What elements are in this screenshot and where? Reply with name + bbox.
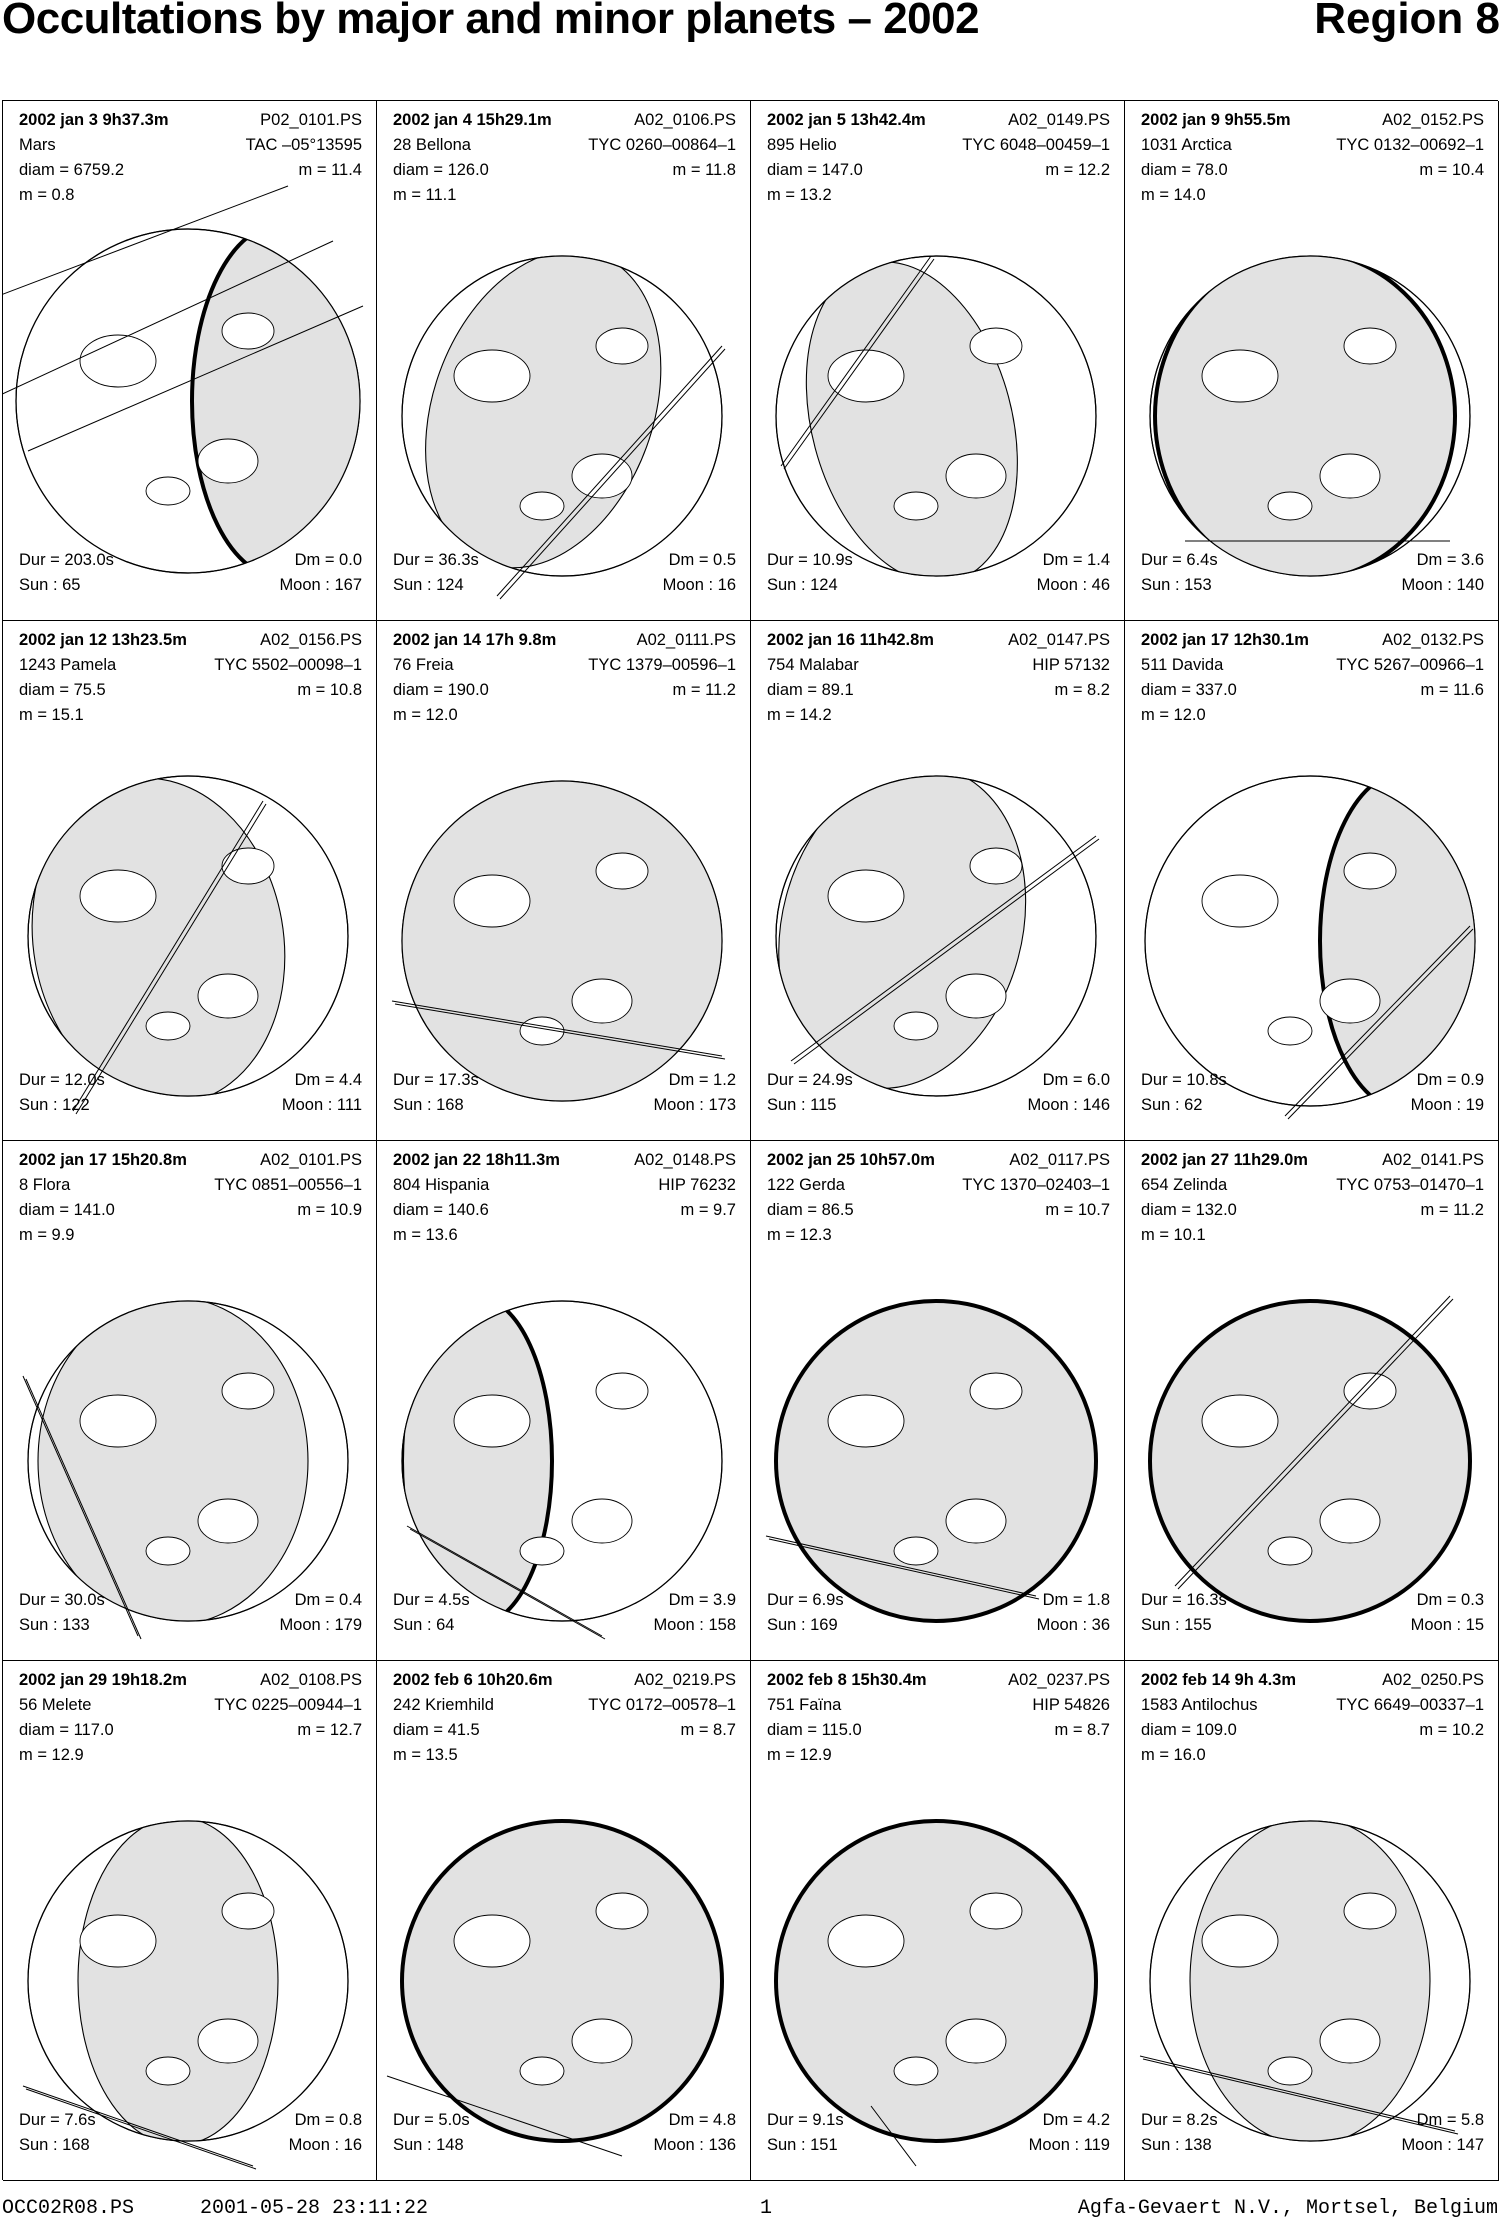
panel-duration: Dur = 8.2s bbox=[1141, 2111, 1218, 2129]
panel-diameter: diam = 75.5 bbox=[19, 681, 106, 699]
panel-file: A02_0117.PS bbox=[1009, 1151, 1110, 1169]
panel-sun-elongation: Sun : 169 bbox=[767, 1616, 838, 1634]
panel-object: 56 Melete bbox=[19, 1696, 92, 1714]
panel-star-magnitude: m = 12.7 bbox=[297, 1721, 362, 1739]
panel-file: A02_0101.PS bbox=[260, 1151, 362, 1169]
panel-diameter: diam = 86.5 bbox=[767, 1201, 854, 1219]
panel-file: A02_0156.PS bbox=[260, 631, 362, 649]
panel-object: 1583 Antilochus bbox=[1141, 1696, 1258, 1714]
panel-datetime: 2002 jan 12 13h23.5m bbox=[19, 631, 187, 649]
panel-datetime: 2002 feb 14 9h 4.3m bbox=[1141, 1671, 1297, 1689]
panel-star: TYC 6048–00459–1 bbox=[962, 136, 1110, 154]
panel-magnitude-drop: Dm = 0.0 bbox=[294, 551, 362, 569]
panel-star-magnitude: m = 10.9 bbox=[297, 1201, 362, 1219]
panel-file: A02_0132.PS bbox=[1382, 631, 1484, 649]
occultation-panel bbox=[1125, 101, 1499, 621]
panel-object-magnitude: m = 14.2 bbox=[767, 706, 832, 724]
panel-moon-elongation: Moon : 36 bbox=[1036, 1616, 1110, 1634]
panel-moon-elongation: Moon : 147 bbox=[1401, 2136, 1484, 2154]
panel-duration: Dur = 16.3s bbox=[1141, 1591, 1227, 1609]
panel-magnitude-drop: Dm = 3.6 bbox=[1416, 551, 1484, 569]
panel-star: HIP 76232 bbox=[658, 1176, 736, 1194]
panel-object: 511 Davida bbox=[1141, 656, 1224, 674]
panel-object: 28 Bellona bbox=[393, 136, 471, 154]
panel-object: 242 Kriemhild bbox=[393, 1696, 494, 1714]
page-title: Occultations by major and minor planets – 2002 bbox=[2, 0, 980, 43]
panel-star: TYC 6649–00337–1 bbox=[1336, 1696, 1484, 1714]
panel-diameter: diam = 141.0 bbox=[19, 1201, 115, 1219]
panel-file: A02_0237.PS bbox=[1008, 1671, 1110, 1689]
panel-star: TYC 0753–01470–1 bbox=[1336, 1176, 1484, 1194]
panel-magnitude-drop: Dm = 1.4 bbox=[1042, 551, 1110, 569]
panel-object: 751 Faïna bbox=[767, 1696, 842, 1714]
panel-star-magnitude: m = 10.2 bbox=[1419, 1721, 1484, 1739]
occultation-panel bbox=[377, 621, 751, 1141]
panel-diameter: diam = 109.0 bbox=[1141, 1721, 1237, 1739]
panel-duration: Dur = 4.5s bbox=[393, 1591, 470, 1609]
panel-object-magnitude: m = 12.0 bbox=[393, 706, 458, 724]
panel-duration: Dur = 6.9s bbox=[767, 1591, 844, 1609]
panel-file: A02_0152.PS bbox=[1382, 111, 1484, 129]
occultation-panel bbox=[751, 101, 1125, 621]
panel-moon-elongation: Moon : 173 bbox=[653, 1096, 736, 1114]
panel-file: A02_0219.PS bbox=[634, 1671, 736, 1689]
panel-duration: Dur = 30.0s bbox=[19, 1591, 105, 1609]
panel-object: 122 Gerda bbox=[767, 1176, 845, 1194]
panel-sun-elongation: Sun : 153 bbox=[1141, 576, 1212, 594]
panel-datetime: 2002 jan 5 13h42.4m bbox=[767, 111, 926, 129]
panel-magnitude-drop: Dm = 0.8 bbox=[294, 2111, 362, 2129]
panel-moon-elongation: Moon : 16 bbox=[288, 2136, 362, 2154]
occultation-panel bbox=[377, 1661, 751, 2181]
occultation-panel bbox=[377, 101, 751, 621]
panel-star: TYC 0260–00864–1 bbox=[588, 136, 736, 154]
region-label: Region 8 bbox=[1314, 0, 1500, 43]
panel-datetime: 2002 jan 3 9h37.3m bbox=[19, 111, 169, 129]
panel-star: TYC 0132–00692–1 bbox=[1336, 136, 1484, 154]
panel-moon-elongation: Moon : 119 bbox=[1028, 2136, 1110, 2154]
panel-sun-elongation: Sun : 124 bbox=[767, 576, 838, 594]
panel-star: TAC –05°13595 bbox=[245, 136, 362, 154]
panel-sun-elongation: Sun : 62 bbox=[1141, 1096, 1203, 1114]
panel-moon-elongation: Moon : 19 bbox=[1410, 1096, 1484, 1114]
panel-moon-elongation: Moon : 167 bbox=[279, 576, 362, 594]
occultation-panel bbox=[1125, 1661, 1499, 2181]
panel-magnitude-drop: Dm = 5.8 bbox=[1416, 2111, 1484, 2129]
panel-object: 895 Helio bbox=[767, 136, 837, 154]
footer-file: OCC02R08.PS bbox=[2, 2197, 135, 2220]
panel-star-magnitude: m = 11.8 bbox=[672, 161, 736, 179]
panel-duration: Dur = 10.9s bbox=[767, 551, 853, 569]
panel-duration: Dur = 7.6s bbox=[19, 2111, 96, 2129]
panel-star: HIP 57132 bbox=[1032, 656, 1110, 674]
panel-star: TYC 5502–00098–1 bbox=[214, 656, 362, 674]
panel-star-magnitude: m = 11.2 bbox=[672, 681, 736, 699]
panel-file: P02_0101.PS bbox=[260, 111, 362, 129]
panel-sun-elongation: Sun : 65 bbox=[19, 576, 81, 594]
panel-file: A02_0149.PS bbox=[1008, 111, 1110, 129]
panel-magnitude-drop: Dm = 3.9 bbox=[668, 1591, 736, 1609]
panel-duration: Dur = 203.0s bbox=[19, 551, 114, 569]
panel-moon-elongation: Moon : 16 bbox=[662, 576, 736, 594]
panel-star-magnitude: m = 10.4 bbox=[1419, 161, 1484, 179]
panel-diameter: diam = 6759.2 bbox=[19, 161, 125, 179]
panel-star-magnitude: m = 8.2 bbox=[1054, 681, 1110, 699]
panel-object-magnitude: m = 12.9 bbox=[767, 1746, 832, 1764]
panel-star: HIP 54826 bbox=[1032, 1696, 1110, 1714]
panel-moon-elongation: Moon : 15 bbox=[1410, 1616, 1484, 1634]
occultation-panel bbox=[3, 1661, 377, 2181]
panel-star-magnitude: m = 10.8 bbox=[297, 681, 362, 699]
panel-object: 654 Zelinda bbox=[1141, 1176, 1228, 1194]
panel-magnitude-drop: Dm = 0.3 bbox=[1416, 1591, 1484, 1609]
panel-magnitude-drop: Dm = 4.4 bbox=[294, 1071, 362, 1089]
panel-datetime: 2002 jan 9 9h55.5m bbox=[1141, 111, 1291, 129]
panel-object-magnitude: m = 9.9 bbox=[19, 1226, 75, 1244]
panel-object: 76 Freia bbox=[393, 656, 454, 674]
panel-object: 1243 Pamela bbox=[19, 656, 117, 674]
panel-sun-elongation: Sun : 148 bbox=[393, 2136, 464, 2154]
panel-diameter: diam = 126.0 bbox=[393, 161, 489, 179]
panel-duration: Dur = 10.8s bbox=[1141, 1071, 1227, 1089]
panel-sun-elongation: Sun : 151 bbox=[767, 2136, 838, 2154]
panel-star-magnitude: m = 10.7 bbox=[1045, 1201, 1110, 1219]
panel-diameter: diam = 140.6 bbox=[393, 1201, 489, 1219]
panel-object-magnitude: m = 12.3 bbox=[767, 1226, 832, 1244]
occultation-panel bbox=[3, 1141, 377, 1661]
panel-file: A02_0141.PS bbox=[1382, 1151, 1484, 1169]
panel-sun-elongation: Sun : 124 bbox=[393, 576, 464, 594]
panel-star-magnitude: m = 11.6 bbox=[1420, 681, 1484, 699]
panel-diameter: diam = 78.0 bbox=[1141, 161, 1228, 179]
footer-datetime: 2001-05-28 23:11:22 bbox=[200, 2197, 429, 2220]
footer-page-number: 1 bbox=[760, 2197, 773, 2220]
panel-object-magnitude: m = 12.0 bbox=[1141, 706, 1206, 724]
occultation-panel bbox=[751, 1661, 1125, 2181]
panel-object-magnitude: m = 14.0 bbox=[1141, 186, 1206, 204]
panel-magnitude-drop: Dm = 1.2 bbox=[668, 1071, 736, 1089]
panel-object-magnitude: m = 10.1 bbox=[1141, 1226, 1206, 1244]
panel-diameter: diam = 89.1 bbox=[767, 681, 854, 699]
panel-star: TYC 1370–02403–1 bbox=[962, 1176, 1110, 1194]
panel-moon-elongation: Moon : 136 bbox=[653, 2136, 736, 2154]
panel-moon-elongation: Moon : 46 bbox=[1036, 576, 1110, 594]
panel-star-magnitude: m = 9.7 bbox=[680, 1201, 736, 1219]
occultation-panel bbox=[751, 621, 1125, 1141]
panel-object-magnitude: m = 13.5 bbox=[393, 1746, 458, 1764]
panel-diameter: diam = 147.0 bbox=[767, 161, 863, 179]
panel-datetime: 2002 feb 8 15h30.4m bbox=[767, 1671, 927, 1689]
panel-duration: Dur = 12.0s bbox=[19, 1071, 105, 1089]
panel-star-magnitude: m = 8.7 bbox=[1054, 1721, 1110, 1739]
panel-magnitude-drop: Dm = 0.5 bbox=[668, 551, 736, 569]
panel-datetime: 2002 jan 29 19h18.2m bbox=[19, 1671, 187, 1689]
panel-sun-elongation: Sun : 168 bbox=[19, 2136, 90, 2154]
panel-diameter: diam = 337.0 bbox=[1141, 681, 1237, 699]
panel-datetime: 2002 jan 27 11h29.0m bbox=[1141, 1151, 1308, 1169]
occultation-panel bbox=[3, 621, 377, 1141]
panel-duration: Dur = 17.3s bbox=[393, 1071, 479, 1089]
panel-sun-elongation: Sun : 122 bbox=[19, 1096, 90, 1114]
panel-file: A02_0106.PS bbox=[634, 111, 736, 129]
panel-file: A02_0148.PS bbox=[634, 1151, 736, 1169]
panel-sun-elongation: Sun : 64 bbox=[393, 1616, 455, 1634]
panel-magnitude-drop: Dm = 0.9 bbox=[1416, 1071, 1484, 1089]
occultation-panel bbox=[377, 1141, 751, 1661]
occultation-panel bbox=[3, 101, 377, 621]
panel-object-magnitude: m = 12.9 bbox=[19, 1746, 84, 1764]
panel-duration: Dur = 6.4s bbox=[1141, 551, 1218, 569]
panel-star-magnitude: m = 11.4 bbox=[298, 161, 362, 179]
panel-star: TYC 0172–00578–1 bbox=[588, 1696, 736, 1714]
panel-datetime: 2002 feb 6 10h20.6m bbox=[393, 1671, 553, 1689]
footer-company: Agfa-Gevaert N.V., Mortsel, Belgium bbox=[1077, 2197, 1498, 2220]
panel-object-magnitude: m = 13.6 bbox=[393, 1226, 458, 1244]
panel-datetime: 2002 jan 16 11h42.8m bbox=[767, 631, 934, 649]
panel-diameter: diam = 132.0 bbox=[1141, 1201, 1237, 1219]
panel-object: Mars bbox=[19, 136, 56, 154]
panel-magnitude-drop: Dm = 1.8 bbox=[1042, 1591, 1110, 1609]
occultation-grid bbox=[2, 100, 1498, 2180]
panel-object: 754 Malabar bbox=[767, 656, 859, 674]
panel-object: 804 Hispania bbox=[393, 1176, 490, 1194]
panel-object-magnitude: m = 0.8 bbox=[19, 186, 75, 204]
panel-datetime: 2002 jan 14 17h 9.8m bbox=[393, 631, 557, 649]
panel-star-magnitude: m = 8.7 bbox=[680, 1721, 736, 1739]
panel-moon-elongation: Moon : 146 bbox=[1027, 1096, 1110, 1114]
panel-diameter: diam = 117.0 bbox=[19, 1721, 114, 1739]
panel-diameter: diam = 115.0 bbox=[767, 1721, 862, 1739]
panel-object-magnitude: m = 13.2 bbox=[767, 186, 832, 204]
panel-object-magnitude: m = 11.1 bbox=[393, 186, 457, 204]
panel-datetime: 2002 jan 17 15h20.8m bbox=[19, 1151, 187, 1169]
panel-star: TYC 0851–00556–1 bbox=[214, 1176, 362, 1194]
panel-datetime: 2002 jan 25 10h57.0m bbox=[767, 1151, 935, 1169]
panel-object-magnitude: m = 15.1 bbox=[19, 706, 84, 724]
panel-sun-elongation: Sun : 115 bbox=[767, 1096, 837, 1114]
panel-object: 1031 Arctica bbox=[1141, 136, 1232, 154]
panel-diameter: diam = 190.0 bbox=[393, 681, 489, 699]
panel-magnitude-drop: Dm = 4.8 bbox=[668, 2111, 736, 2129]
panel-file: A02_0111.PS bbox=[636, 631, 736, 649]
panel-duration: Dur = 9.1s bbox=[767, 2111, 844, 2129]
occultation-panel bbox=[1125, 621, 1499, 1141]
panel-duration: Dur = 24.9s bbox=[767, 1071, 853, 1089]
panel-star: TYC 1379–00596–1 bbox=[588, 656, 736, 674]
panel-diameter: diam = 41.5 bbox=[393, 1721, 480, 1739]
occultation-panel bbox=[751, 1141, 1125, 1661]
panel-file: A02_0147.PS bbox=[1008, 631, 1110, 649]
panel-sun-elongation: Sun : 168 bbox=[393, 1096, 464, 1114]
panel-file: A02_0250.PS bbox=[1382, 1671, 1484, 1689]
panel-star: TYC 0225–00944–1 bbox=[214, 1696, 362, 1714]
panel-object: 8 Flora bbox=[19, 1176, 71, 1194]
occultation-panel bbox=[1125, 1141, 1499, 1661]
panel-sun-elongation: Sun : 133 bbox=[19, 1616, 90, 1634]
panel-datetime: 2002 jan 17 12h30.1m bbox=[1141, 631, 1309, 649]
panel-sun-elongation: Sun : 155 bbox=[1141, 1616, 1212, 1634]
panel-duration: Dur = 5.0s bbox=[393, 2111, 470, 2129]
panel-moon-elongation: Moon : 140 bbox=[1401, 576, 1484, 594]
panel-sun-elongation: Sun : 138 bbox=[1141, 2136, 1212, 2154]
panel-star-magnitude: m = 12.2 bbox=[1045, 161, 1110, 179]
panel-moon-elongation: Moon : 179 bbox=[279, 1616, 362, 1634]
panel-star-magnitude: m = 11.2 bbox=[1420, 1201, 1484, 1219]
panel-magnitude-drop: Dm = 0.4 bbox=[294, 1591, 362, 1609]
panel-moon-elongation: Moon : 111 bbox=[281, 1096, 362, 1114]
panel-magnitude-drop: Dm = 4.2 bbox=[1042, 2111, 1110, 2129]
panel-magnitude-drop: Dm = 6.0 bbox=[1042, 1071, 1110, 1089]
panel-datetime: 2002 jan 22 18h11.3m bbox=[393, 1151, 560, 1169]
panel-moon-elongation: Moon : 158 bbox=[653, 1616, 736, 1634]
panel-object-magnitude: m = 16.0 bbox=[1141, 1746, 1206, 1764]
panel-star: TYC 5267–00966–1 bbox=[1336, 656, 1484, 674]
panel-datetime: 2002 jan 4 15h29.1m bbox=[393, 111, 552, 129]
panel-duration: Dur = 36.3s bbox=[393, 551, 479, 569]
panel-file: A02_0108.PS bbox=[260, 1671, 362, 1689]
